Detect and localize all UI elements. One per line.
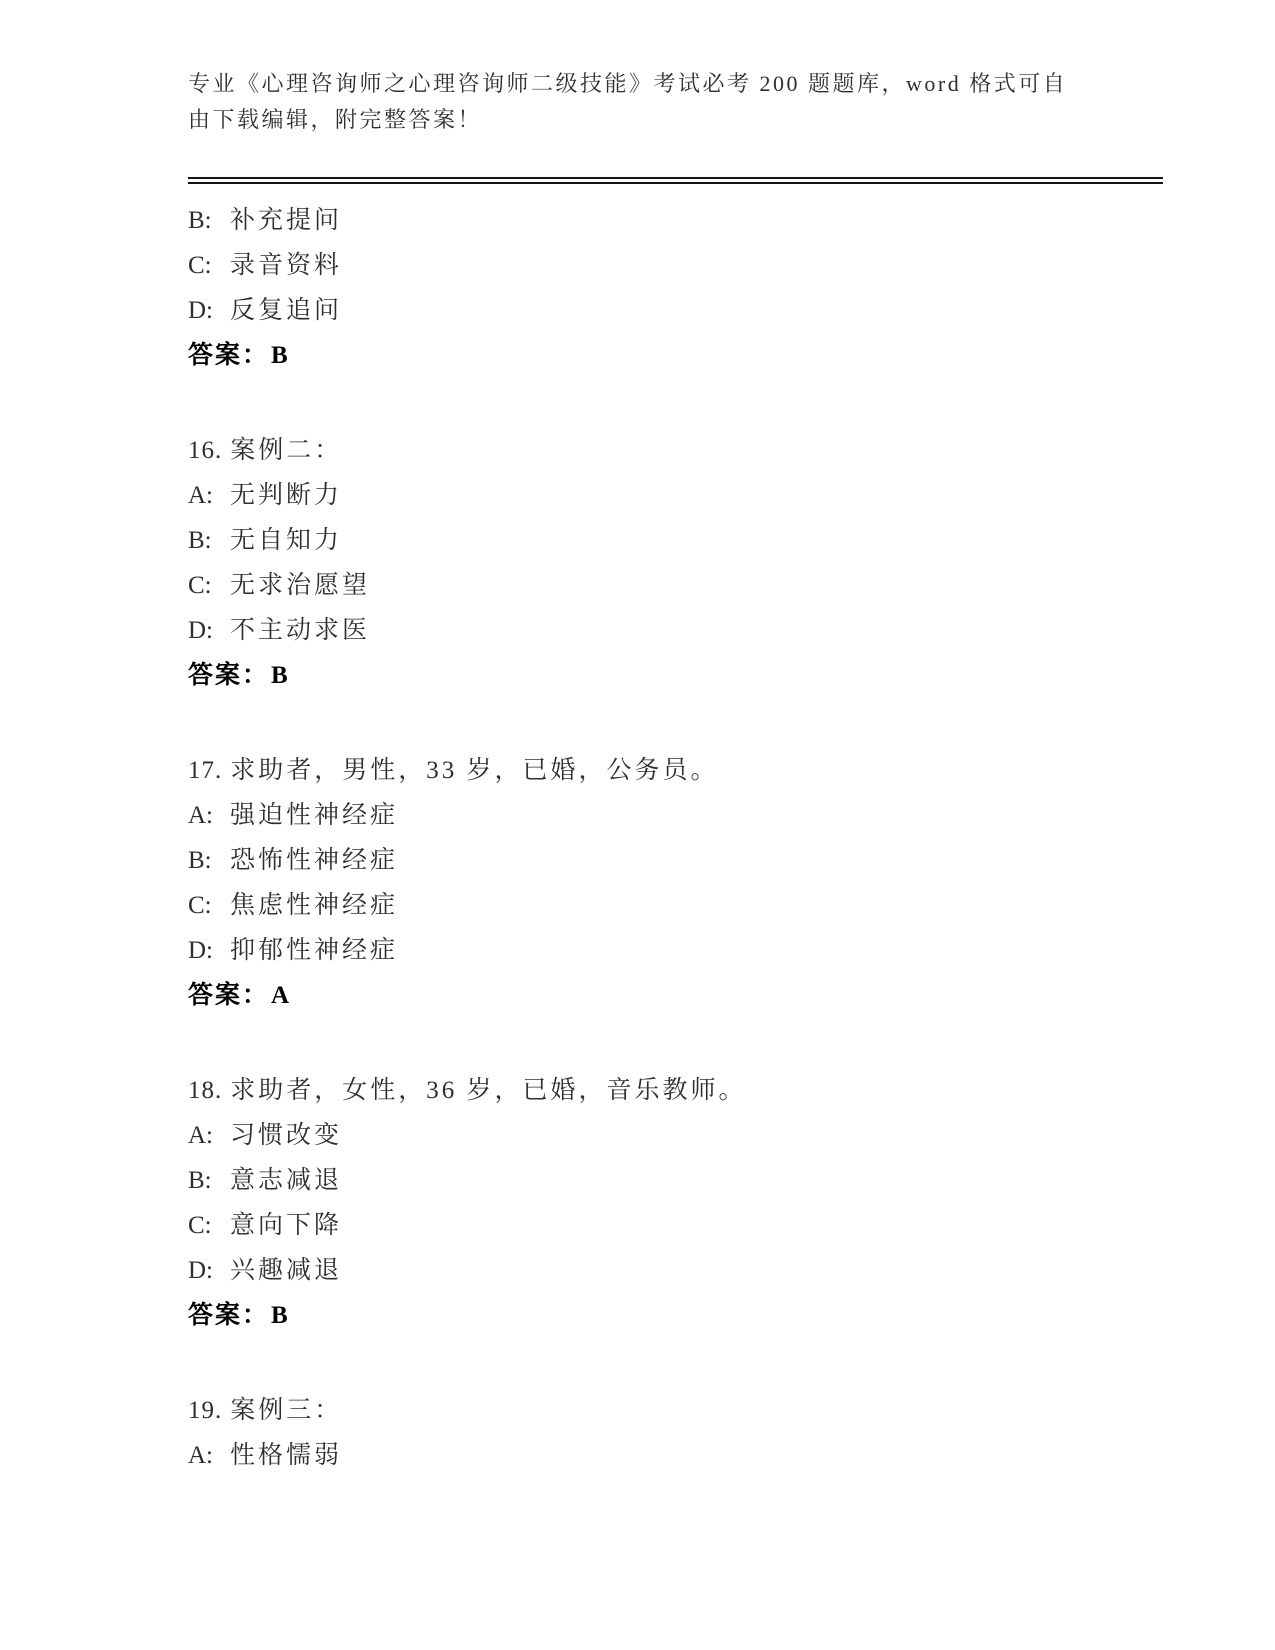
question-line [188,428,1163,473]
question-block-15-continuation [188,198,1163,378]
answer-prefix: 答案： [188,982,270,1009]
option-line [188,883,1163,928]
option-line [188,563,1163,608]
answer-line [188,973,1163,1018]
option-line [188,243,1163,288]
option-label: C: [188,572,212,599]
option-line [188,838,1163,883]
option-label: D: [188,297,213,324]
option-label: C: [188,892,212,919]
document-header [188,66,1088,138]
question-line [188,748,1163,793]
answer-value: B [271,342,290,369]
option-line [188,608,1163,653]
option-text: 习惯改变 [230,1122,343,1149]
question-text: 求助者，男性，33 岁，已婚，公务员。 [230,757,719,784]
answer-prefix: 答案： [188,1302,270,1329]
option-label: B: [188,207,212,234]
answer-line [188,333,1163,378]
answer-value: B [271,662,290,689]
option-label: A: [188,482,213,509]
option-line [188,1158,1163,1203]
question-line [188,1068,1163,1113]
option-line [188,928,1163,973]
option-line [188,518,1163,563]
answer-value: B [271,1302,290,1329]
question-block-18 [188,1068,1163,1338]
option-text: 无求治愿望 [230,572,371,599]
question-number: 16. [188,437,223,464]
answer-value: A [271,982,292,1009]
option-label: D: [188,937,213,964]
option-label: C: [188,252,212,279]
answer-prefix: 答案： [188,662,270,689]
answer-line [188,653,1163,698]
header-title-line-1: 专业《心理咨询师之心理咨询师二级技能》考试必考 200 题题库，word 格式可自 [188,71,1068,96]
option-label: C: [188,1212,212,1239]
question-text: 求助者，女性，36 岁，已婚，音乐教师。 [230,1077,747,1104]
option-text: 焦虑性神经症 [230,892,399,919]
header-title-line-2: 由下载编辑，附完整答案！ [188,107,483,132]
question-block-17 [188,748,1163,1018]
option-text: 强迫性神经症 [230,802,399,829]
option-line [188,1113,1163,1158]
option-text: 兴趣减退 [230,1257,343,1284]
option-label: B: [188,1167,212,1194]
option-text: 补充提问 [230,207,343,234]
option-line [188,1203,1163,1248]
option-line [188,198,1163,243]
option-label: B: [188,847,212,874]
document-body [188,198,1163,1478]
option-label: B: [188,527,212,554]
question-text: 案例二： [230,437,343,464]
question-number: 19. [188,1397,223,1424]
option-text: 无自知力 [230,527,343,554]
question-block-19 [188,1388,1163,1478]
option-line [188,1248,1163,1293]
option-text: 不主动求医 [230,617,371,644]
option-text: 性格懦弱 [230,1442,343,1469]
option-line [188,288,1163,333]
option-label: D: [188,1257,213,1284]
answer-prefix: 答案： [188,342,270,369]
answer-line [188,1293,1163,1338]
option-text: 恐怖性神经症 [230,847,399,874]
option-label: A: [188,1442,213,1469]
option-line [188,473,1163,518]
option-text: 抑郁性神经症 [230,937,399,964]
question-block-16 [188,428,1163,698]
option-text: 反复追问 [230,297,343,324]
question-text: 案例三： [230,1397,343,1424]
option-text: 录音资料 [230,252,343,279]
header-separator-rule [188,177,1163,184]
option-text: 意志减退 [230,1167,343,1194]
option-label: A: [188,1122,213,1149]
option-text: 无判断力 [230,482,343,509]
option-text: 意向下降 [230,1212,343,1239]
option-line [188,1433,1163,1478]
option-label: A: [188,802,213,829]
option-label: D: [188,617,213,644]
option-line [188,793,1163,838]
question-number: 18. [188,1077,223,1104]
question-line [188,1388,1163,1433]
question-number: 17. [188,757,223,784]
